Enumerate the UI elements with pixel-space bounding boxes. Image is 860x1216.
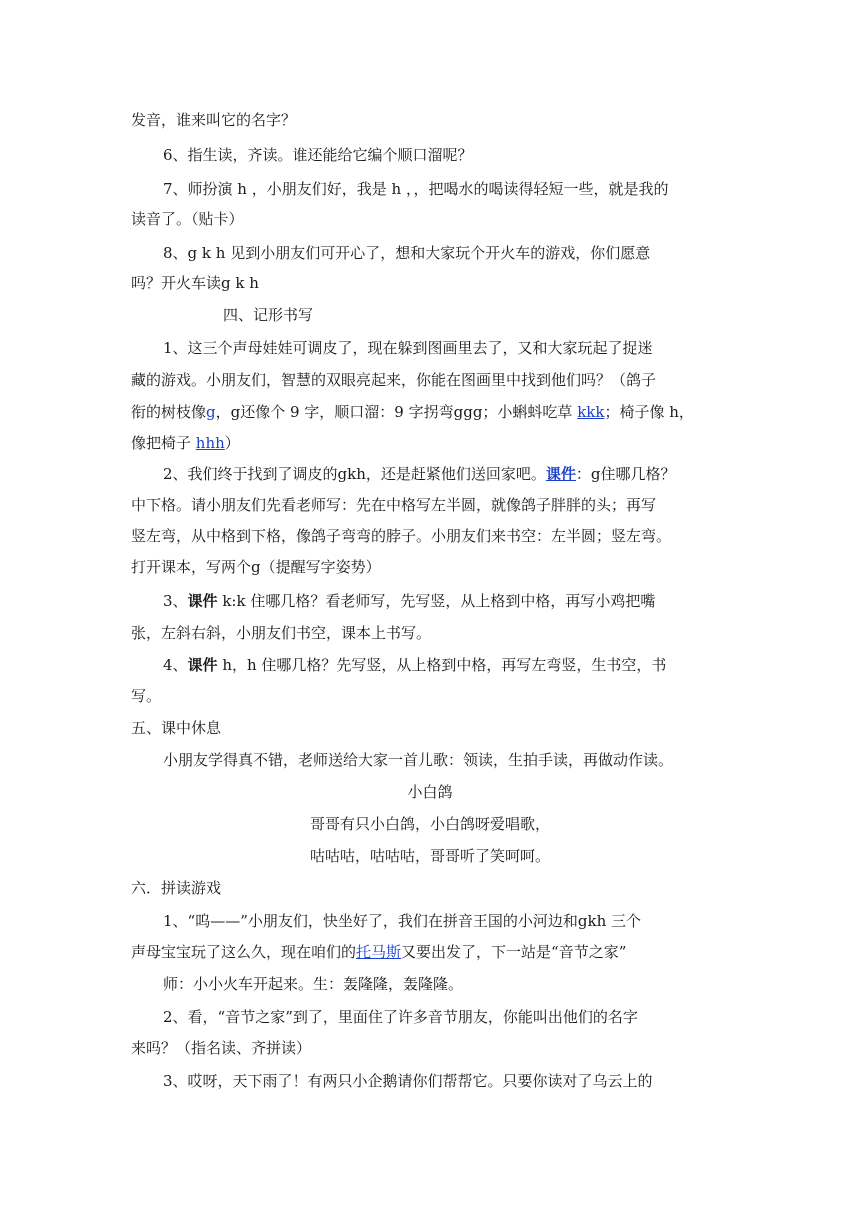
paragraph-line — [131, 433, 240, 453]
text-segment: 又要出发了，下一站是“音节之家” — [401, 943, 627, 961]
paragraph-line — [163, 591, 655, 611]
courseware-link[interactable]: 课件 — [545, 465, 576, 483]
paragraph-line: 1、“呜——”小朋友们，快坐好了，我们在拼音王国的小河边和gkh 三个 — [163, 912, 642, 930]
paragraph-line: 读音了。（贴卡） — [131, 210, 244, 228]
paragraph-line: 1、这三个声母娃娃可调皮了，现在躲到图画里去了，又和大家玩起了捉迷 — [163, 339, 653, 357]
paragraph-line: 发音，谁来叫它的名字？ — [131, 111, 297, 129]
paragraph-line: 来吗？（指名读、齐拼读） — [131, 1039, 312, 1057]
thomas-link[interactable]: 托马斯 — [356, 943, 402, 961]
paragraph-line: 小朋友学得真不错，老师送给大家一首儿歌：领读，生拍手读，再做动作读。 — [163, 751, 674, 769]
paragraph-line: 7、师扮演 h ，小朋友们好，我是 h ，，把喝水的喝读得轻短一些，就是我的 — [163, 180, 669, 198]
section-heading: 五、课中休息 — [131, 719, 222, 737]
paragraph-line: 中下格。请小朋友们先看老师写：先在中格写左半圆，就像鸽子胖胖的头；再写 — [131, 496, 657, 514]
text-segment: 像把椅子 — [131, 434, 196, 452]
bold-label: 课件 — [187, 656, 218, 674]
text-segment: 4、 — [163, 656, 188, 674]
paragraph-line: 吗？开火车读g k h — [131, 274, 259, 292]
text-segment: ；椅子像 h， — [604, 403, 694, 421]
text-segment: h，h 住哪几格？先写竖，从上格到中格，再写左弯竖，生书空，书 — [217, 656, 667, 674]
text-segment: 2、我们终于找到了调皮的gkh，还是赶紧他们送回家吧。 — [163, 465, 546, 483]
paragraph-line: 竖左弯，从中格到下格，像鸽子弯弯的脖子。小朋友们来书空：左半圆；竖左弯。 — [131, 527, 672, 545]
paragraph-line: 8、g k h 见到小朋友们可开心了，想和大家玩个开火车的游戏，你们愿意 — [163, 244, 651, 262]
text-segment: 3、 — [163, 592, 188, 610]
text-segment: ：g住哪几格？ — [575, 465, 676, 483]
text-segment: ，g还像个 9 字，顺口溜：9 字拐弯ggg；小蝌蚪吃草 — [215, 403, 578, 421]
hyperlink-g[interactable]: g — [206, 403, 216, 421]
paragraph-line: 张，左斜右斜，小朋友们书空，课本上书写。 — [131, 624, 432, 642]
section-heading: 四、记形书写 — [223, 306, 314, 324]
paragraph-line: 师：小小火车开起来。生：轰隆隆，轰隆隆。 — [163, 975, 464, 993]
poem-line: 咕咕咕，咕咕咕，哥哥听了笑呵呵。 — [309, 847, 550, 865]
paragraph-line: 2、看，“音节之家”到了，里面住了许多音节朋友，你能叫出他们的名字 — [163, 1008, 638, 1026]
paragraph-line — [163, 655, 666, 675]
paragraph-line — [131, 942, 626, 962]
paragraph-line — [163, 464, 676, 484]
text-segment: 衔的树枝像 — [131, 403, 207, 421]
text-segment: ） — [224, 434, 240, 452]
text-segment: k:k 住哪几格？看老师写，先写竖，从上格到中格，再写小鸡把嘴 — [217, 592, 656, 610]
hyperlink-kkk[interactable]: kkk — [577, 403, 605, 421]
paragraph-line: 6、指生读，齐读。谁还能给它编个顺口溜呢？ — [163, 146, 473, 164]
poem-title: 小白鸽 — [407, 783, 453, 801]
bold-label: 课件 — [187, 592, 218, 610]
paragraph-line — [131, 402, 694, 422]
text-segment: 声母宝宝玩了这么久，现在咱们的 — [131, 943, 357, 961]
paragraph-line: 藏的游戏。小朋友们，智慧的双眼亮起来，你能在图画里中找到他们吗？（鸽子 — [131, 371, 657, 389]
hyperlink-hhh[interactable]: hhh — [195, 434, 225, 452]
paragraph-line: 打开课本，写两个g（提醒写字姿势） — [131, 558, 381, 576]
poem-line: 哥哥有只小白鸽，小白鸽呀爱唱歌， — [309, 815, 550, 833]
section-heading: 六．拼读游戏 — [131, 879, 222, 897]
paragraph-line: 写。 — [131, 687, 162, 705]
paragraph-line: 3、哎呀，天下雨了！有两只小企鹅请你们帮帮它。只要你读对了乌云上的 — [163, 1072, 653, 1090]
